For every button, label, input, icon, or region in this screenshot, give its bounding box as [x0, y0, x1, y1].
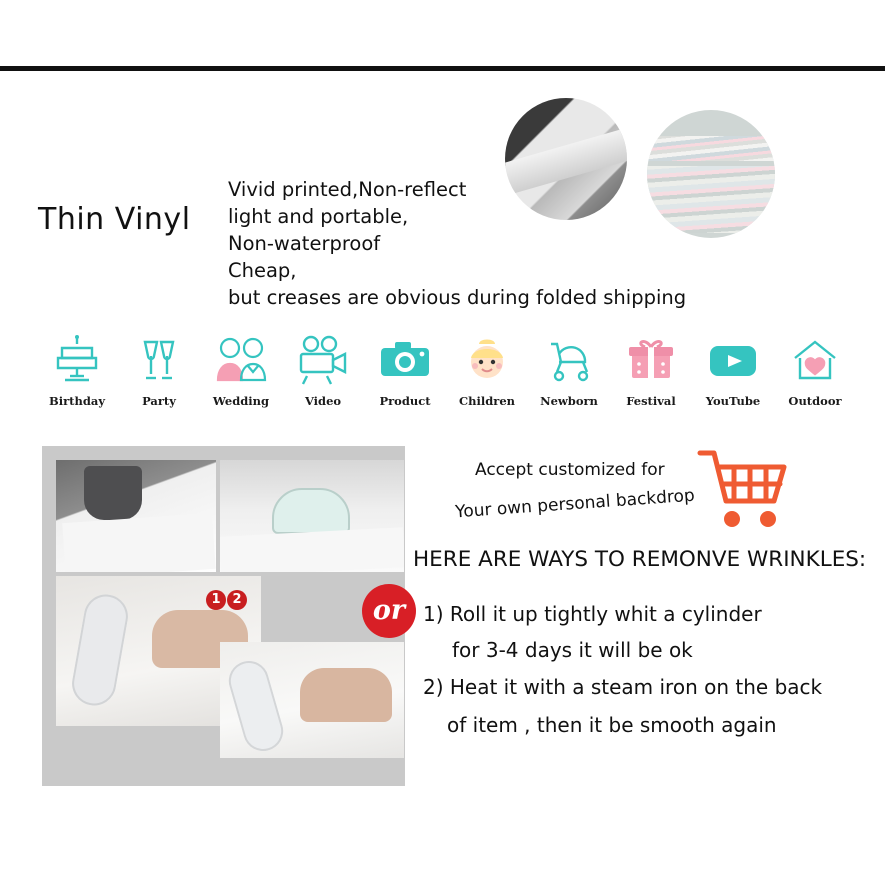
wrinkle-step-1-line-1: 1) Roll it up tightly whit a cylinder [423, 602, 762, 626]
use-case-label: Newborn [540, 394, 598, 408]
use-case-birthday [36, 330, 118, 422]
use-case-festival [610, 330, 692, 422]
photo-camera-icon [364, 330, 446, 390]
use-case-newborn [528, 330, 610, 422]
gift-box-icon [610, 330, 692, 390]
use-case-youtube [692, 330, 774, 422]
wrinkle-step-2-line-2: of item , then it be smooth again [447, 713, 777, 737]
use-case-video [282, 330, 364, 422]
stacked-backdrops-photo [647, 110, 775, 238]
or-badge: or [362, 584, 416, 638]
bride-groom-icon [200, 330, 282, 390]
use-case-label: Birthday [49, 394, 105, 408]
use-case-label: Outdoor [788, 394, 842, 408]
use-case-label: YouTube [705, 394, 761, 408]
champagne-glasses-icon [118, 330, 200, 390]
use-case-wedding [200, 330, 282, 422]
use-case-icon-row [36, 330, 856, 422]
cake-icon [36, 330, 118, 390]
step-badge-1: 1 [206, 590, 226, 610]
vinyl-desc-line-1: Vivid printed,Non-reflect [228, 178, 467, 201]
use-case-children [446, 330, 528, 422]
use-case-label: Wedding [212, 394, 270, 408]
customization-line-2: Your own personal backdrop [454, 485, 696, 523]
use-case-label: Video [304, 394, 342, 408]
video-camera-icon [282, 330, 364, 390]
wrinkle-removal-heading: HERE ARE WAYS TO REMONVE WRINKLES: [413, 547, 867, 572]
use-case-label: Children [458, 394, 516, 408]
top-divider [0, 66, 885, 71]
wrinkle-step-2-line-1: 2) Heat it with a steam iron on the back [423, 675, 823, 699]
use-case-outdoor [774, 330, 856, 422]
step-badge-2: 2 [227, 590, 247, 610]
use-case-label: Product [379, 394, 431, 408]
vinyl-desc-line-5: but creases are obvious during folded shipping [228, 286, 687, 309]
stroller-icon [528, 330, 610, 390]
wrinkle-step-1-line-2: for 3-4 days it will be ok [452, 638, 693, 662]
steam-iron-on-backdrop-photo [220, 460, 404, 572]
wrinkle-removal-photo-grid [42, 446, 405, 786]
vinyl-desc-line-4: Cheap, [228, 259, 297, 282]
customization-line-1: Accept customized for [475, 460, 665, 480]
folded-vinyl-photo [505, 98, 627, 220]
child-face-icon [446, 330, 528, 390]
vinyl-desc-line-2: light and portable, [228, 205, 409, 228]
hand-smoothing-backdrop-photo [56, 460, 216, 572]
house-heart-icon [774, 330, 856, 390]
thin-vinyl-heading: Thin Vinyl [38, 202, 191, 237]
use-case-label: Festival [626, 394, 676, 408]
vinyl-desc-line-3: Non-waterproof [228, 232, 381, 255]
youtube-play-icon [692, 330, 774, 390]
use-case-product [364, 330, 446, 422]
hands-flattening-backdrop-photo [220, 642, 404, 758]
use-case-party [118, 330, 200, 422]
shopping-cart-icon [694, 443, 794, 539]
use-case-label: Party [142, 394, 176, 408]
